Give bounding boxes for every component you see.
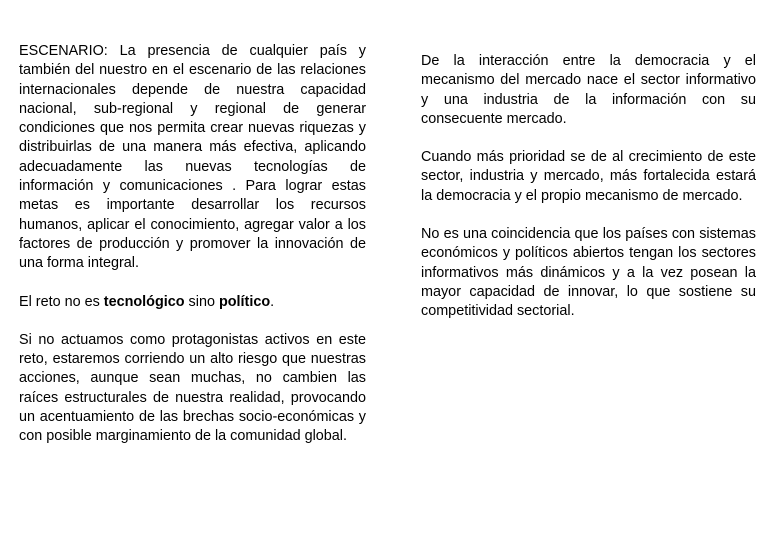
coincidencia-paragraph: No es una coincidencia que los países con sistemas económicos y políticos abiertos tengan los sectores informativos más dinámicos y a la vez posean la mayor capacidad de innovar, lo que sostiene su competitividad sectorial.: [421, 226, 756, 320]
left-column: [19, 42, 366, 447]
reto-prefix: El reto no es: [19, 293, 104, 310]
protagonistas-paragraph: Si no actuamos como protagonistas activos en este reto, estaremos corriendo un alto riesgo que nuestras acciones, aunque sean muchas, no cambien las raíces estructurales de nuestra realidad, provocando un acentuamiento de las brechas socio-económicas y con posible marginamiento de la comunidad global.: [19, 331, 366, 445]
reto-word-politico: político: [218, 293, 271, 310]
reto-suffix: .: [270, 293, 275, 310]
escenario-text: : La presencia de cualquier país y también del nuestro en el escenario de las relaciones internacionales depende de nuestra capacidad nacional, sub-regional y regional de generar condiciones que nos permita crear nuevas riquezas y distribuirlas de una manera más efectiva, aplicando adecuadamente las nuevas tecnologías de información y comunicaciones . Para lograr estas metas es importante desarrollar los recursos humanos, aplicar el conocimiento, agregar valor a los factores de producción y promover la innovación de una forma integral.: [19, 43, 366, 272]
interaccion-paragraph: De la interacción entre la democracia y el mecanismo del mercado nace el sector informativo y una industria de la información con su consecuente mercado.: [421, 53, 756, 127]
reto-word-tecnologico: tecnológico: [103, 293, 185, 310]
right-column: [421, 52, 756, 322]
prioridad-paragraph: Cuando más prioridad se de al crecimiento de este sector, industria y mercado, más fortalecida estará la democracia y el propio mecanismo de mercado.: [421, 149, 756, 204]
reto-paragraph: [19, 293, 366, 312]
escenario-paragraph: [19, 42, 366, 274]
reto-middle: sino: [184, 293, 219, 310]
escenario-term: ESCENARIO: [19, 43, 104, 59]
